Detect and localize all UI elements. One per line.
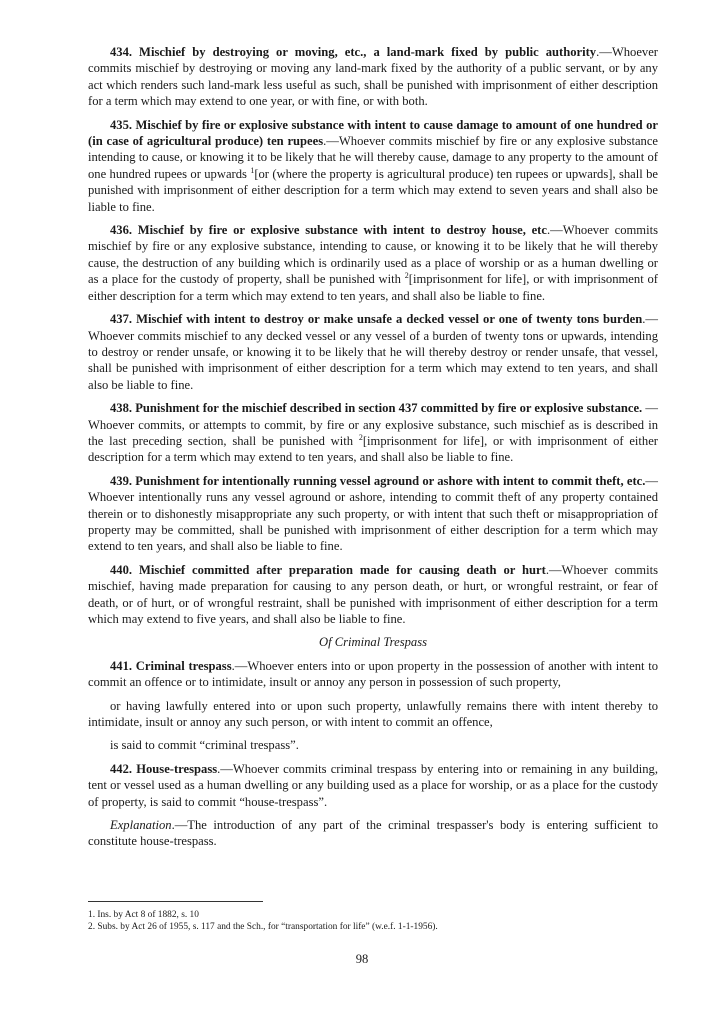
section-442-title: 442. House-trespass bbox=[110, 761, 218, 776]
footnote-2: 2. Subs. by Act 26 of 1955, s. 117 and the Sch., for “transportation for life” (w.e.f. 1-1-1956). bbox=[88, 922, 438, 932]
section-435 bbox=[88, 117, 658, 215]
section-439 bbox=[88, 473, 658, 555]
section-436-text-cont: [imprisonment for life], or with imprisonment of either description for a term which may extend to ten years, and shall also be liable to fine. bbox=[88, 272, 659, 303]
section-442-text: .—Whoever commits criminal trespass by entering into or remaining in any building, tent or vessel used as a human dwelling or any building used as a place for worship, or as a place for the custody of property, is said to commit “house-trespass”. bbox=[88, 761, 658, 809]
footnote-1: 1. Ins. by Act 8 of 1882, s. 10 bbox=[88, 910, 199, 920]
section-437-title: 437. Mischief with intent to destroy or make unsafe a decked vessel or one of twenty tons burden bbox=[110, 312, 643, 327]
section-434-text: .—Whoever commits mischief by destroying or moving any land-mark fixed by the authority of a public servant, or by any act which renders such land-mark less useful as such, shall be punished with imprisonment of either description for a term which may extend to one year, or with fine, or with both. bbox=[88, 45, 658, 109]
section-442 bbox=[88, 761, 658, 810]
section-435-text: .—Whoever commits mischief by fire or any explosive substance intending to cause, or knowing it to be likely that he will thereby cause, damage to any property to the amount of one hundred rupees or upwards bbox=[88, 134, 659, 181]
footnote-ref: 2 bbox=[358, 432, 363, 442]
section-434 bbox=[88, 44, 658, 110]
section-435-title: 435. Mischief by fire or explosive substance with intent to cause damage to amount of one hundred or (in case of agricultural produce) ten rupees bbox=[88, 117, 658, 149]
footnote-divider bbox=[88, 901, 263, 902]
section-435-text-cont: [or (where the property is agricultural produce) ten rupees or upwards], shall be punished with imprisonment of either description for a term which may extend to seven years and shall also be liable to fine. bbox=[88, 166, 658, 214]
section-438-title: 438. Punishment for the mischief described in section 437 committed by fire or explosive substance. bbox=[110, 401, 643, 416]
explanation bbox=[88, 817, 658, 850]
section-441-text: .—Whoever enters into or upon property in the possession of another with intent to commit an offence or to intimidate, insult or annoy any person in possession of such property, bbox=[88, 658, 658, 690]
section-440-title: 440. Mischief committed after preparation made for causing death or hurt bbox=[110, 562, 546, 577]
section-434-title: 434. Mischief by destroying or moving, etc., a land-mark fixed by public authority bbox=[110, 45, 597, 59]
section-436-text: .—Whoever commits mischief by fire or any explosive substance, intending to cause, or knowing it to be likely that he will thereby cause, the destruction of any building which is ordinarily used as a place of worship or as a human dwelling or as a place for the custody of property, shall be punished with bbox=[88, 223, 659, 287]
section-441-conclusion: is said to commit “criminal trespass”. bbox=[110, 738, 299, 753]
section-441 bbox=[88, 658, 658, 691]
footnotes bbox=[88, 909, 658, 933]
section-441-title: 441. Criminal trespass bbox=[110, 658, 232, 673]
section-441-continuation: or having lawfully entered into or upon such property, unlawfully remains there with intent thereby to intimidate, insult or annoy any such person, or with intent to commit an offence, bbox=[88, 698, 658, 730]
section-437-text: .—Whoever commits mischief to any decked vessel or any vessel of a burden of twenty tons or upwards, intending to destroy or render unsafe, or knowing it to be likely that he will thereby destroy or render unsafe, that vessel, shall be punished with imprisonment of either description for a term which may extend to ten years, and shall also be liable to fine. bbox=[88, 312, 658, 392]
explanation-label: Explanation bbox=[110, 818, 172, 833]
footnote-ref: 1 bbox=[250, 165, 255, 175]
section-437 bbox=[88, 311, 658, 393]
section-438-text-cont: [imprisonment for life], or with imprisonment of either description for a term which may extend to ten years, and shall also be liable to fine. bbox=[88, 433, 658, 465]
footnote-ref: 2 bbox=[404, 271, 409, 281]
section-438 bbox=[88, 400, 658, 466]
section-436-title: 436. Mischief by fire or explosive substance with intent to destroy house, etc bbox=[110, 223, 547, 238]
section-439-text: —Whoever intentionally runs any vessel aground or ashore, intending to commit theft of any property contained therein or to dishonestly misappropriate any such property, or with intent that such theft or misappropriation of property may be committed, shall be punished with imprisonment of either description for a term which may extend to ten years, and shall also be liable to fine. bbox=[88, 473, 658, 554]
page-number: 98 bbox=[355, 952, 369, 966]
section-440 bbox=[88, 562, 658, 628]
section-436 bbox=[88, 222, 658, 304]
section-440-text: .—Whoever commits mischief, having made preparation for causing to any person death, or hurt, or wrongful restraint, or fear of death, or of hurt, or of wrongful restraint, shall be punished with imprisonment of either description for a term which may extend to five years, and shall also be liable to fine. bbox=[88, 562, 658, 626]
page-body bbox=[88, 44, 658, 857]
section-438-text: —Whoever commits, or attempts to commit, by fire or any explosive substance, such mischief as is described in the last preceding section, shall be punished with bbox=[88, 401, 658, 448]
explanation-text: .—The introduction of any part of the criminal trespasser's body is entering sufficient to constitute house-trespass. bbox=[88, 818, 658, 849]
chapter-subheading: Of Criminal Trespass bbox=[318, 635, 427, 650]
section-439-title: 439. Punishment for intentionally running vessel aground or ashore with intent to commit theft, etc. bbox=[110, 473, 646, 488]
